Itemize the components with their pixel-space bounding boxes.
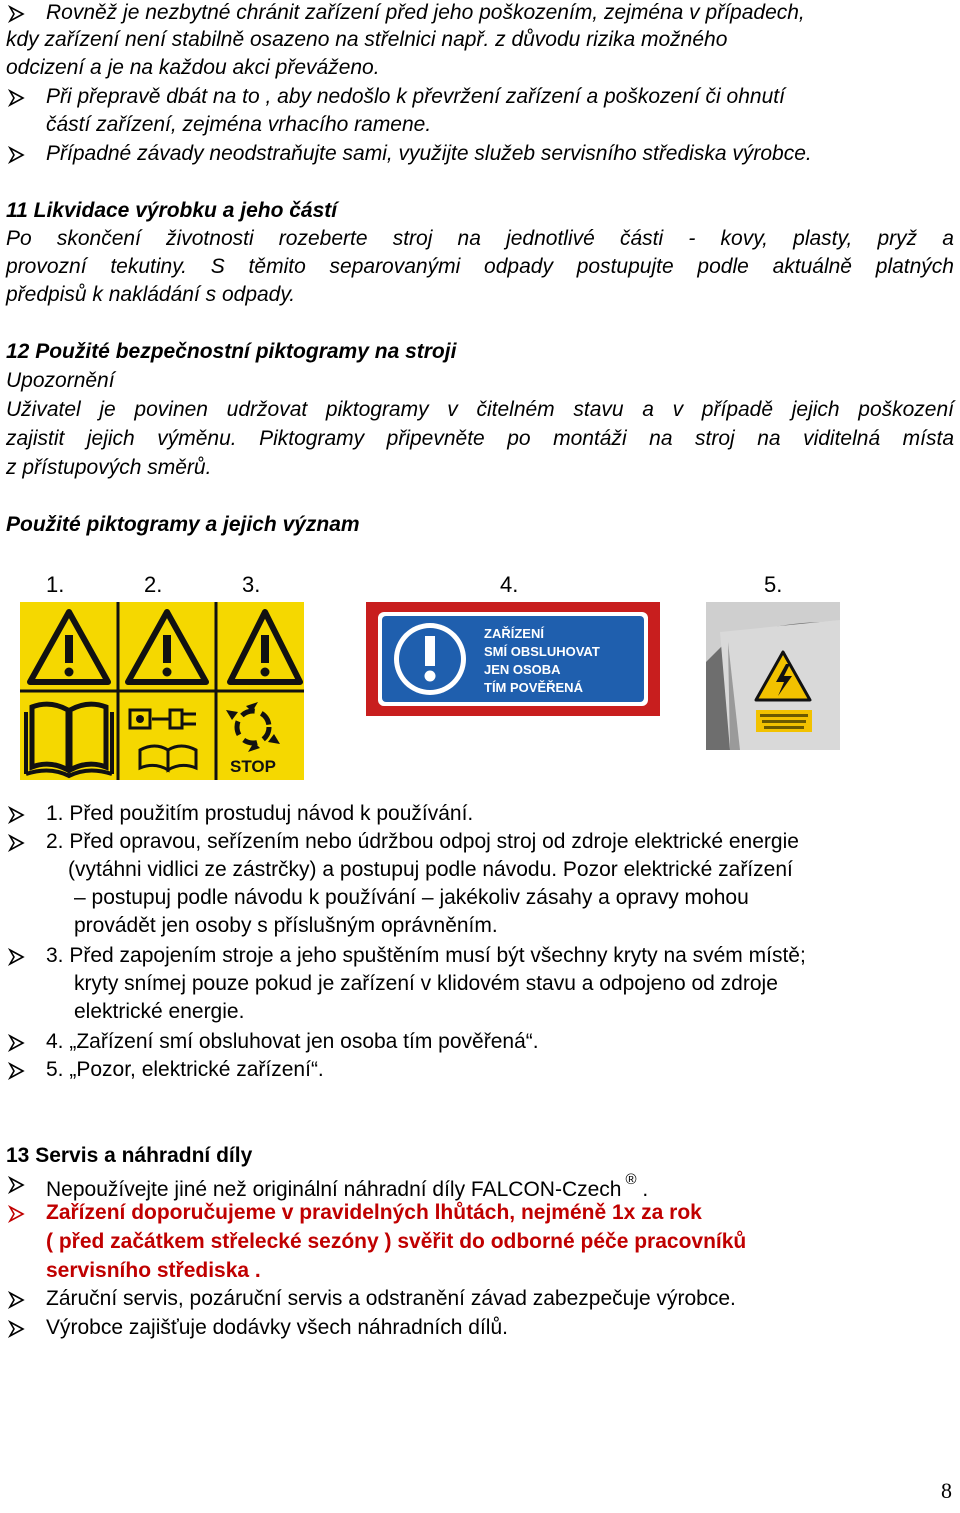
arrow-bullet-icon [6,833,26,853]
intro-line: Případné závady neodstraňujte sami, využijte služeb servisního střediska výrobce. [46,142,812,165]
pictogram-meaning: 2. Před opravou, seřízením nebo údržbou odpoj stroj od zdroje elektrické energie [46,830,799,853]
arrow-bullet-icon [6,4,26,24]
intro-line: částí zařízení, zejména vrhacího ramene. [46,113,432,136]
intro-line: kdy zařízení není stabilně osazeno na střelnici např. z důvodu rizika možného [6,28,728,51]
section-12-heading: 12 Použité bezpečnostní piktogramy na stroji [6,340,457,363]
pictogram-number: 3. [242,572,261,597]
sign-text-line: JEN OSOBA [484,662,561,677]
section-12-subheading: Upozornění [6,369,115,392]
section-12-text: z přístupových směrů. [6,456,212,479]
pictogram-meaning: 1. Před použitím prostuduj návod k používání. [46,802,474,825]
pictogram-meaning: (vytáhni vidlici ze zástrčky) a postupuj podle návodu. Pozor elektrické zařízení [68,858,793,881]
pictogram-number: 2. [144,572,163,597]
service-bullet: Záruční servis, pozáruční servis a odstranění závad zabezpečuje výrobce. [46,1287,736,1310]
safety-pictograms-plate [20,602,304,780]
pictograms-heading: Použité piktogramy a jejich význam [6,513,360,536]
sign-text-line: TÍM POVĚŘENÁ [484,680,583,695]
section-13-heading: 13 Servis a náhradní díly [6,1144,253,1167]
service-recommendation: servisního střediska . [46,1259,261,1282]
service-bullet [46,1171,648,1203]
arrow-bullet-icon [6,145,26,165]
registered-mark: ® [625,1171,637,1188]
authorized-operator-sign [366,602,660,716]
page-number: 8 [941,1478,952,1503]
service-recommendation: ( před začátkem střelecké sezóny ) svěřit do odborné péče pracovníků [46,1230,747,1253]
arrow-bullet-icon [6,1033,26,1053]
arrow-bullet-icon [6,947,26,967]
section-12-text: Uživatel je povinen udržovat piktogramy v čitelném stavu a v případě jejich poškození [6,398,954,421]
pictogram-meaning: 3. Před zapojením stroje a jeho spuštěním musí být všechny kryty na svém místě; [46,944,806,967]
sign-text-line: ZAŘÍZENÍ [484,626,544,641]
intro-line: Při přepravě dbát na to , aby nedošlo k převržení zařízení a poškození či ohnutí [46,85,785,108]
service-text-end: . [636,1178,649,1201]
section-11-text: Po skončení životnosti rozeberte stroj na jednotlivé části - kovy, plasty, pryž a [6,227,954,250]
arrow-bullet-icon [6,1290,26,1310]
intro-line: odcizení a je na každou akci převáženo. [6,56,380,79]
section-11-heading: 11 Likvidace výrobku a jeho částí [6,199,338,222]
pictogram-number: 4. [500,572,519,597]
pictogram-meaning: 5. „Pozor, elektrické zařízení“. [46,1058,324,1081]
section-11-text: předpisů k nakládání s odpady. [6,283,296,306]
arrow-bullet-icon [6,88,26,108]
arrow-bullet-icon [6,1061,26,1081]
pictogram-number: 5. [764,572,783,597]
pictogram-meaning: elektrické energie. [74,1000,245,1023]
service-bullet: Výrobce zajišťuje dodávky všech náhradních dílů. [46,1316,508,1339]
pictogram-meaning: kryty snímej pouze pokud je zařízení v klidovém stavu a odpojeno od zdroje [74,972,778,995]
exclamation-icon [425,636,435,666]
service-text: Nepoužívejte jiné než originální náhradní díly FALCON-Czech [46,1178,622,1201]
pictogram-number: 1. [46,572,65,597]
service-recommendation: Zařízení doporučujeme v pravidelných lhůtách, nejméně 1x za rok [46,1201,702,1224]
pictogram-meaning: 4. „Zařízení smí obsluhovat jen osoba tím pověřená“. [46,1030,539,1053]
arrow-bullet-icon [6,805,26,825]
arrow-bullet-icon [6,1204,26,1224]
intro-line: Rovněž je nezbytné chránit zařízení před jeho poškozením, zejména v případech, [46,1,805,24]
section-12-text: zajistit jejich výměnu. Piktogramy připevněte po montáži na stroj na viditelná místa [6,427,954,450]
sign-text-line: SMÍ OBSLUHOVAT [484,644,600,659]
electrical-hazard-photo [706,602,840,750]
arrow-bullet-icon [6,1319,26,1339]
section-11-text: provozní tekutiny. S těmito separovanými odpady postupujte podle aktuálně platných [6,255,954,278]
stop-label: STOP [230,757,276,776]
pictogram-meaning: provádět jen osoby s příslušným oprávněním. [74,914,498,937]
arrow-bullet-icon [6,1175,26,1195]
pictogram-meaning: – postupuj podle návodu k používání – jakékoliv zásahy a opravy mohou [74,886,749,909]
